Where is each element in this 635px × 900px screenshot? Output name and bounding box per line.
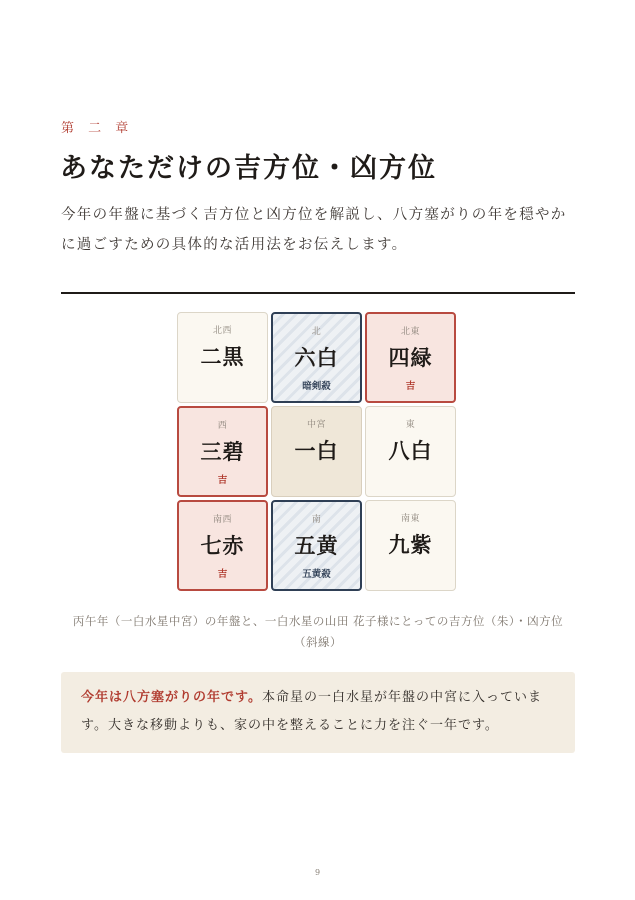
star-label: 五黄 bbox=[294, 533, 339, 558]
direction-label: 南東 bbox=[400, 514, 420, 524]
fortune-tag: 吉 bbox=[217, 475, 228, 486]
fortune-tag: 吉 bbox=[217, 569, 228, 580]
direction-label: 南西 bbox=[212, 515, 232, 525]
star-label: 九紫 bbox=[388, 532, 433, 557]
direction-label: 南 bbox=[311, 515, 322, 525]
grid-cell-center bbox=[271, 406, 362, 497]
direction-label: 東 bbox=[405, 420, 416, 430]
grid-cell-west bbox=[177, 406, 268, 497]
star-label: 二黒 bbox=[200, 344, 245, 369]
callout-text: 本命星の一白水星が年盤の中宮に入っています。大きな移動よりも、家の中を整えることに力を注ぐ一年です。 bbox=[81, 690, 542, 733]
direction-label: 中宮 bbox=[306, 420, 326, 430]
star-label: 七赤 bbox=[200, 533, 245, 558]
grid-cell-north bbox=[271, 312, 362, 403]
grid-cell-southwest bbox=[177, 500, 268, 591]
fortune-tag: 暗剣殺 bbox=[302, 381, 331, 392]
page-title: あなただけの吉方位・凶方位 bbox=[60, 153, 437, 184]
star-label: 八白 bbox=[388, 438, 433, 463]
nine-star-grid bbox=[177, 312, 456, 591]
star-label: 六白 bbox=[294, 345, 339, 370]
chapter-label: 第 二 章 bbox=[61, 121, 134, 136]
page-number: 9 bbox=[314, 868, 321, 877]
fortune-tag: 五黄殺 bbox=[302, 569, 331, 580]
grid-cell-northeast bbox=[365, 312, 456, 403]
callout-box bbox=[61, 672, 575, 753]
star-label: 一白 bbox=[294, 438, 339, 463]
intro-paragraph: 今年の年盤に基づく吉方位と凶方位を解説し、八方塞がりの年を穏やかに過ごすための具体的な活用法をお伝えします。 bbox=[61, 207, 567, 253]
direction-label: 西 bbox=[217, 421, 228, 431]
fortune-tag: 吉 bbox=[405, 381, 416, 392]
grid-cell-east bbox=[365, 406, 456, 497]
star-label: 四緑 bbox=[388, 345, 433, 370]
grid-cell-southeast bbox=[365, 500, 456, 591]
grid-cell-south bbox=[271, 500, 362, 591]
grid-caption: 丙午年（一白水星中宮）の年盤と、一白水星の山田 花子様にとっての吉方位（朱）・凶方位（斜線） bbox=[72, 614, 564, 649]
direction-label: 北東 bbox=[400, 327, 420, 337]
direction-label: 北 bbox=[311, 327, 322, 337]
divider bbox=[61, 292, 575, 294]
grid-cell-northwest bbox=[177, 312, 268, 403]
star-label: 三碧 bbox=[200, 439, 245, 464]
callout-emphasis: 今年は八方塞がりの年です。 bbox=[81, 690, 262, 705]
direction-label: 北西 bbox=[212, 326, 232, 336]
